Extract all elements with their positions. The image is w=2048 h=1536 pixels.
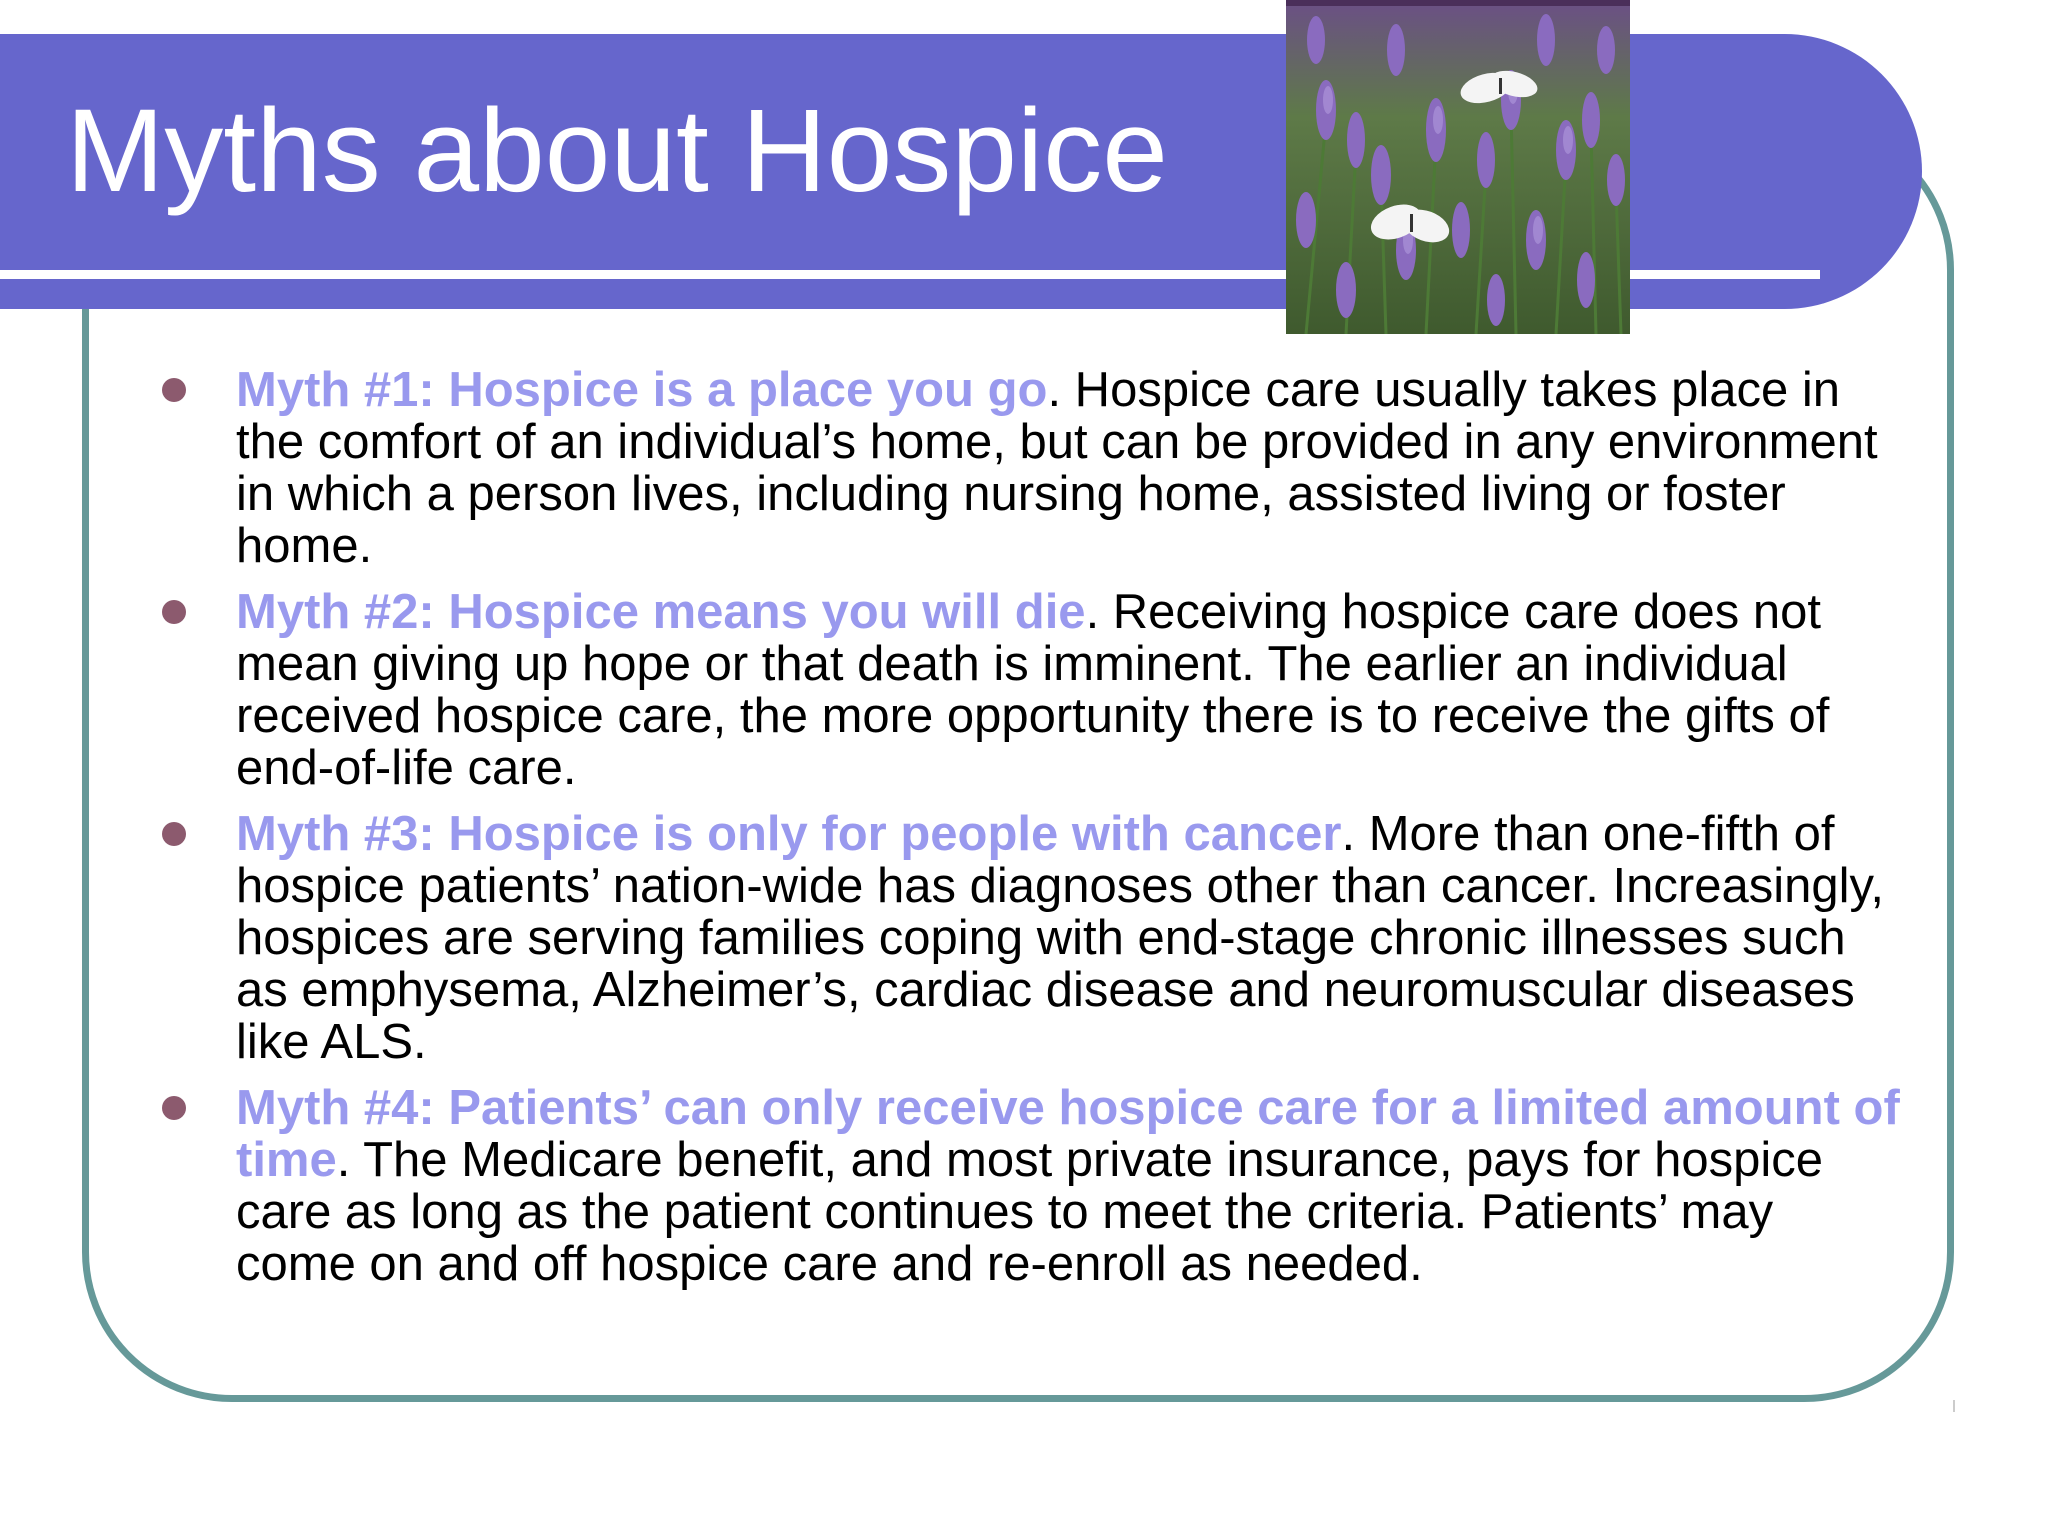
myth-heading: Myth #1: Hospice is a place you go [236,363,1048,417]
list-item [150,1082,1900,1290]
myth-body: . The Medicare benefit, and most private insurance, pays for hospice care as long as the patient continues to meet the criteria. Patients’ may come on and off hospice care and re-enroll as needed. [236,1133,1823,1291]
myth-list [150,364,1900,1304]
bullet-dot-icon [162,600,186,624]
list-item [150,586,1900,794]
slide-title: Myths about Hospice [66,85,1168,217]
myth-body: . More than one-fifth of hospice patients’ nation-wide has diagnoses other than cancer. Increasingly, hospices are serving families coping with end-stage chronic illnesses such as emphysema, Alzheimer’s, cardiac disease and neuromuscular diseases like ALS. [236,807,1884,1069]
bullet-dot-icon [162,822,186,846]
bullet-dot-icon [162,1096,186,1120]
myth-heading: Myth #4: Patients’ can only receive hospice care for a limited amount of time [236,1081,1900,1187]
list-item [150,808,1900,1068]
myth-body: . Hospice care usually takes place in the comfort of an individual’s home, but can be provided in any environment in which a person lives, including nursing home, assisted living or foster home. [236,363,1878,573]
list-item [150,364,1900,572]
page-mark [1953,1400,1955,1412]
myth-body: . Receiving hospice care does not mean giving up hope or that death is imminent. The earlier an individual received hospice care, the more opportunity there is to receive the gifts of end-of-life care. [236,585,1830,795]
lavender-butterfly-photo [1286,0,1630,334]
myth-heading: Myth #3: Hospice is only for people with cancer [236,807,1342,861]
bullet-dot-icon [162,378,186,402]
myth-heading: Myth #2: Hospice means you will die [236,585,1086,639]
